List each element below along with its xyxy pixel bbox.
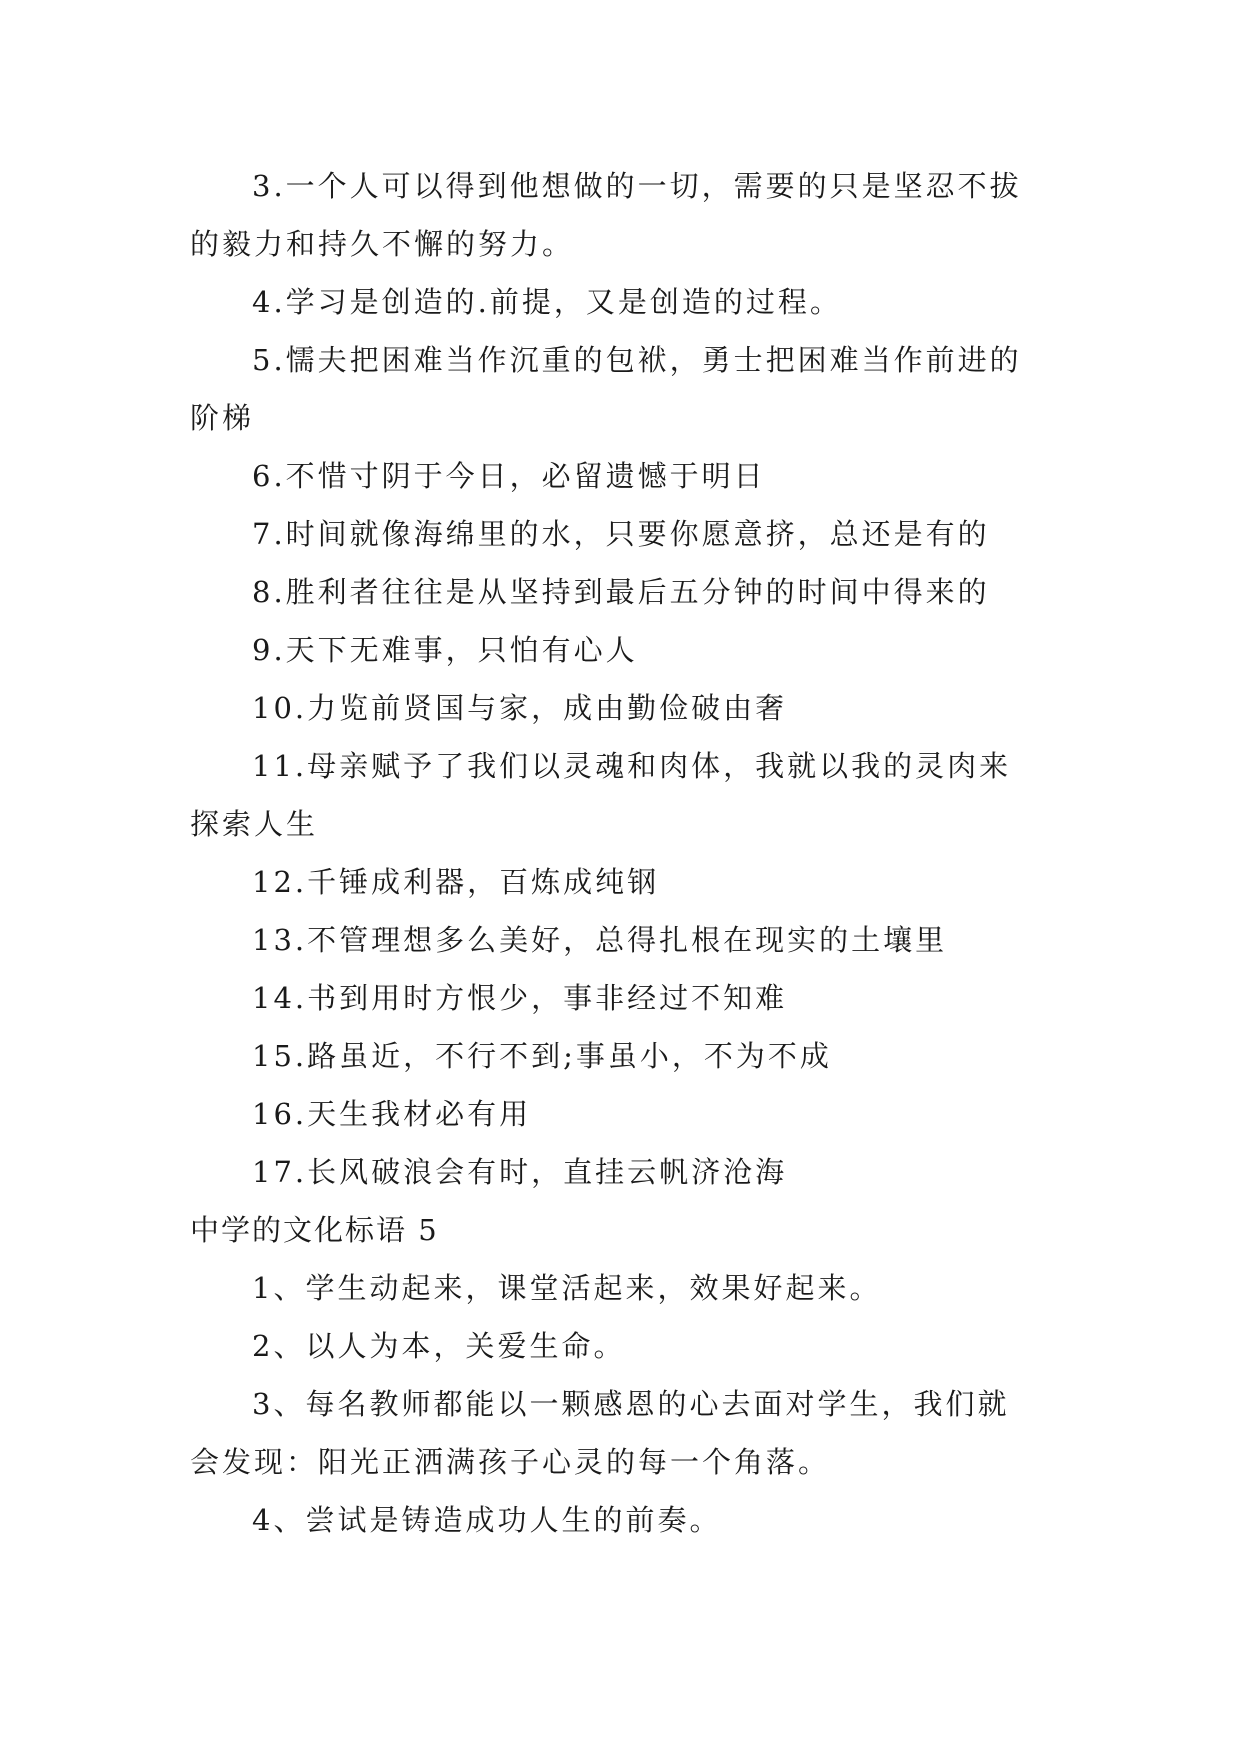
paragraph-line: 5.懦夫把困难当作沉重的包袱，勇士把困难当作前进的: [252, 343, 1022, 377]
paragraph-line: 1、学生动起来，课堂活起来，效果好起来。: [252, 1271, 882, 1305]
paragraph-line: 11.母亲赋予了我们以灵魂和肉体，我就以我的灵肉来: [252, 749, 1012, 783]
paragraph-line: 探索人生: [190, 807, 319, 841]
paragraph-line: 4、尝试是铸造成功人生的前奏。: [252, 1503, 722, 1537]
paragraph-line: 的毅力和持久不懈的努力。: [190, 227, 575, 261]
paragraph-line: 3.一个人可以得到他想做的一切，需要的只是坚忍不拔: [252, 169, 1022, 203]
paragraph-line: 14.书到用时方恨少，事非经过不知难: [252, 981, 788, 1015]
paragraph-line: 会发现：阳光正洒满孩子心灵的每一个角落。: [190, 1445, 831, 1479]
paragraph-line: 12.千锤成利器，百炼成纯钢: [252, 865, 660, 899]
paragraph-line: 6.不惜寸阴于今日，必留遗憾于明日: [252, 459, 766, 493]
paragraph-line: 7.时间就像海绵里的水，只要你愿意挤，总还是有的: [252, 517, 990, 551]
paragraph-line: 3、每名教师都能以一颗感恩的心去面对学生，我们就: [252, 1387, 1010, 1421]
paragraph-line: 8.胜利者往往是从坚持到最后五分钟的时间中得来的: [252, 575, 990, 609]
paragraph-line: 4.学习是创造的.前提，又是创造的过程。: [252, 285, 842, 319]
paragraph-line: 阶梯: [190, 401, 255, 435]
paragraph-line: 13.不管理想多么美好，总得扎根在现实的土壤里: [252, 923, 948, 957]
paragraph-line: 9.天下无难事，只怕有心人: [252, 633, 638, 667]
section-heading: 中学的文化标语 5: [190, 1213, 439, 1247]
paragraph-line: 16.天生我材必有用: [252, 1097, 532, 1131]
paragraph-line: 2、以人为本，关爱生命。: [252, 1329, 626, 1363]
paragraph-line: 17.长风破浪会有时，直挂云帆济沧海: [252, 1155, 788, 1189]
paragraph-line: 15.路虽近，不行不到;事虽小，不为不成: [252, 1039, 832, 1073]
paragraph-line: 10.力览前贤国与家，成由勤俭破由奢: [252, 691, 788, 725]
